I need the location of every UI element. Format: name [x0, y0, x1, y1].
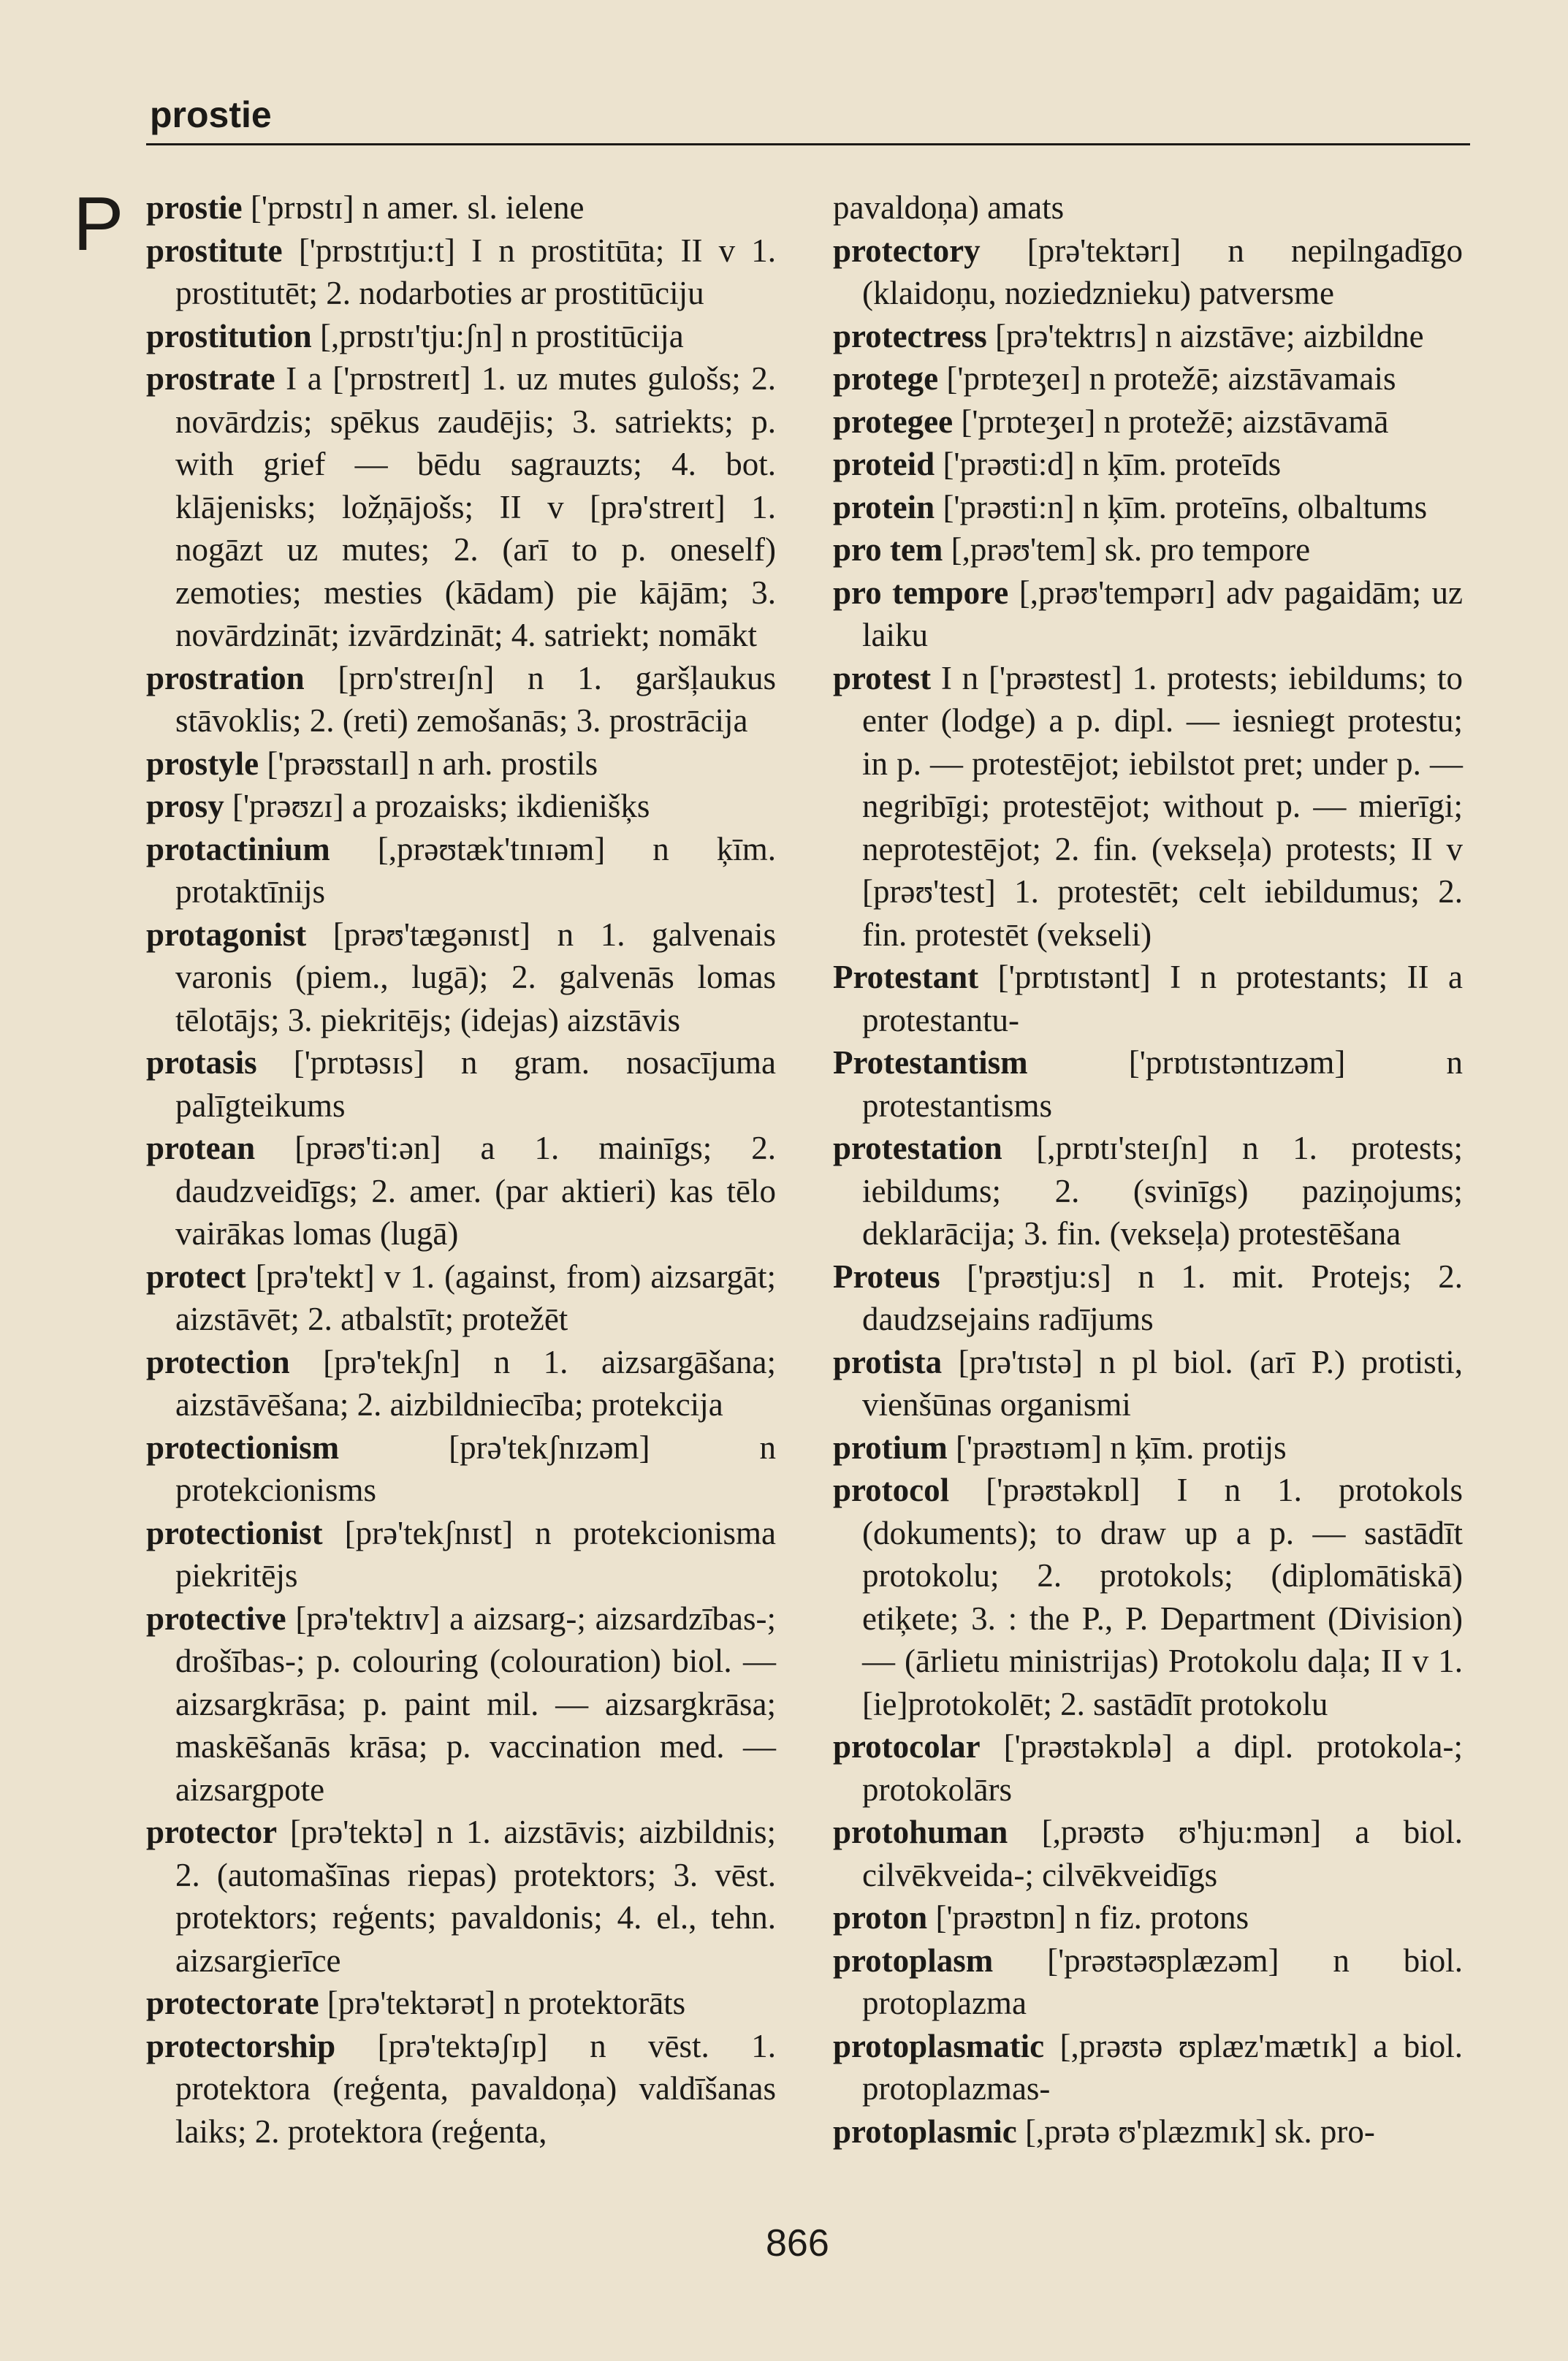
left-column	[146, 186, 776, 2153]
entry-headword: prostie	[146, 189, 243, 226]
entry-definition: [prə'tektə] n 1. aizstāvis; aizbildnis; 2. (automašīnas riepas) protektors; 3. vēst. protektors; reģents; pavaldonis; 4. el., tehn. aizsargierīce	[175, 1814, 776, 1979]
dictionary-entry	[833, 1469, 1463, 1725]
entry-headword: protasis	[146, 1044, 257, 1081]
right-column	[833, 186, 1463, 2153]
dictionary-entry	[146, 828, 776, 913]
entry-definition: ['prɒtɪstənt] I n protestants; II a protestantu-	[862, 959, 1463, 1038]
dictionary-entry	[833, 1896, 1463, 1939]
dictionary-entry	[833, 1426, 1463, 1470]
dictionary-entry	[146, 1512, 776, 1597]
entry-definition: [prə'tɪstə] n pl biol. (arī P.) protisti, vienšūnas organismi	[862, 1343, 1463, 1423]
dictionary-entry	[146, 1341, 776, 1426]
entry-headword: protective	[146, 1600, 286, 1637]
dictionary-entry	[146, 1597, 776, 1811]
entry-definition: [,prəʊ'tempərɪ] adv pagaidām; uz laiku	[862, 574, 1464, 653]
dictionary-entry	[833, 657, 1463, 957]
entry-headword: protein	[833, 488, 935, 525]
entry-headword: Proteus	[833, 1258, 940, 1295]
dictionary-entry	[146, 315, 776, 358]
dictionary-entry	[833, 357, 1463, 400]
dictionary-entry	[833, 1041, 1463, 1127]
entry-headword: pro tempore	[833, 574, 1009, 611]
entry-headword: protector	[146, 1814, 278, 1850]
entry-headword: protohuman	[833, 1814, 1008, 1850]
entry-definition: ['prəʊti:n] n ķīm. proteīns, olbaltums	[935, 488, 1428, 525]
entry-headword: prosy	[146, 788, 224, 824]
entry-headword: protoplasmic	[833, 2113, 1017, 2150]
entry-definition: [,prəʊtə ʊplæz'mætɪk] a biol. protoplazmas-	[862, 2027, 1463, 2107]
entry-definition: ['prɒteʒeɪ] n protežē; aizstāvamais	[938, 360, 1396, 397]
page-number: 866	[766, 2222, 829, 2265]
dictionary-entry	[146, 742, 776, 786]
entry-definition: [prɒ'streɪʃn] n 1. garšļaukus stāvoklis; 2. (reti) zemošanās; 3. prostrācija	[175, 659, 776, 739]
entry-definition: ['prəʊstaɪl] n arh. prostils	[259, 745, 598, 782]
entry-headword: protean	[146, 1130, 256, 1166]
dictionary-entry	[833, 571, 1463, 657]
entry-headword: proton	[833, 1899, 928, 1936]
dictionary-entry	[833, 1341, 1463, 1426]
entry-definition: ['prɒtɪstəntɪzəm] n protestantisms	[862, 1044, 1463, 1124]
dictionary-entry	[833, 1127, 1463, 1255]
dictionary-entry	[833, 1939, 1463, 2025]
entry-headword: protagonist	[146, 916, 307, 953]
dictionary-entry	[833, 400, 1463, 444]
dictionary-entry	[833, 2110, 1463, 2153]
entry-headword: protactinium	[146, 830, 330, 867]
dictionary-entry	[146, 1255, 776, 1341]
entry-definition: [prə'tektɪv] a aizsarg-; aizsardzības-; drošības-; p. colouring (colouration) biol. — aizsargkrāsa; p. paint mil. — aizsargkrāsa; maskēšanās krāsa; p. vaccination med. — aizsargpote	[175, 1600, 776, 1808]
entry-definition: ['prəʊtəʊplæzəm] n biol. protoplazma	[862, 1942, 1463, 2021]
dictionary-entry	[146, 1127, 776, 1255]
dictionary-entry	[146, 785, 776, 828]
entry-definition: [,prəʊtə ʊ'hju:mən] a biol. cilvēkveida-; cilvēkveidīgs	[862, 1814, 1463, 1893]
entry-headword: protista	[833, 1343, 943, 1380]
dictionary-entry	[833, 443, 1463, 486]
dictionary-entry	[833, 1725, 1463, 1811]
dictionary-entry	[833, 956, 1463, 1041]
entry-definition: ['prɒstɪtju:t] I n prostitūta; II v 1. prostitutēt; 2. nodarboties ar prostitūciju	[175, 232, 776, 311]
dictionary-entry	[833, 186, 1463, 229]
dictionary-entry	[833, 528, 1463, 571]
entry-definition: [prə'tektəʃɪp] n vēst. 1. protektora (reģenta, pavaldoņa) valdīšanas laiks; 2. protektora (reģenta,	[175, 2027, 776, 2150]
entry-headword: protectress	[833, 317, 987, 354]
entry-headword: prostyle	[146, 745, 259, 782]
entry-headword: protium	[833, 1429, 948, 1466]
dictionary-entry	[146, 913, 776, 1042]
dictionary-entry	[833, 486, 1463, 529]
dictionary-entry	[833, 1811, 1463, 1896]
dictionary-entry	[146, 357, 776, 657]
entry-definition: [prə'tekʃnɪzəm] n protekcionisms	[175, 1429, 776, 1508]
entry-headword: protectionist	[146, 1514, 323, 1551]
entry-headword: protectorate	[146, 1985, 319, 2021]
entry-headword: proteid	[833, 446, 935, 482]
entry-headword: Protestant	[833, 959, 979, 995]
entry-headword: prostration	[146, 659, 305, 696]
entry-headword: protectory	[833, 232, 981, 269]
entry-definition: ['prɒteʒeɪ] n protežē; aizstāvamā	[953, 403, 1389, 440]
entry-definition: [prəʊ'ti:ən] a 1. mainīgs; 2. daudzveidīgs; 2. amer. (par aktieri) kas tēlo vairākas lomas (lugā)	[175, 1130, 776, 1252]
entry-definition: [prə'tekʃn] n 1. aizsargāšana; aizstāvēšana; 2. aizbildniecība; protekcija	[175, 1343, 776, 1423]
entry-headword: protocolar	[833, 1728, 981, 1765]
entry-definition: ['prəʊtəkɒl] I n 1. protokols (dokuments); to draw up a p. — sastādīt protokolu; 2. protokols; (diplomātiskā) etiķete; 3. : the P., P. Department (Division) — (ārlietu ministrijas) Protokolu daļa; II v 1. [ie]protokolēt; 2. sastādīt protokolu	[862, 1472, 1463, 1722]
entry-definition: [,prətə ʊ'plæzmɪk] sk. pro-	[1016, 2113, 1375, 2150]
dictionary-entry	[146, 186, 776, 229]
entry-definition: [,prəʊtæk'tɪnɪəm] n ķīm. protaktīnijs	[175, 830, 776, 910]
entry-headword: protect	[146, 1258, 246, 1295]
dictionary-entry	[146, 1811, 776, 1982]
entry-headword: prostitution	[146, 317, 312, 354]
entry-definition: ['prəʊtju:s] n 1. mit. Protejs; 2. daudzsejains radījums	[862, 1258, 1463, 1337]
entry-headword: protegee	[833, 403, 954, 440]
entry-definition: [,prɒtɪ'steɪʃn] n 1. protests; iebildums; 2. (svinīgs) paziņojums; deklarācija; 3. fin. (vekseļa) protestēšana	[862, 1130, 1463, 1252]
entry-definition: ['prɒtəsɪs] n gram. nosacījuma palīgteikums	[175, 1044, 776, 1124]
entry-headword: Protestantism	[833, 1044, 1028, 1081]
entry-definition: ['prəʊzɪ] a prozaisks; ikdienišķs	[224, 788, 650, 824]
entry-headword: protectorship	[146, 2027, 336, 2064]
entry-headword: protege	[833, 360, 939, 397]
entry-definition: [prə'tektərɪ] n nepilngadīgo (klaidoņu, noziedznieku) patversme	[862, 232, 1463, 311]
letter-tab: P	[73, 182, 124, 267]
entry-definition: [prəʊ'tægənɪst] n 1. galvenais varonis (piem., lugā); 2. galvenās lomas tēlotājs; 3. piekritējs; (idejas) aizstāvis	[175, 916, 776, 1038]
dictionary-entry	[833, 1255, 1463, 1341]
entry-headword: protestation	[833, 1130, 1002, 1166]
dictionary-entry	[833, 229, 1463, 315]
header-rule	[146, 143, 1470, 145]
entry-definition: [,prəʊ'tem] sk. pro tempore	[943, 531, 1311, 568]
entry-definition: ['prəʊti:d] n ķīm. proteīds	[935, 446, 1282, 482]
entry-definition: pavaldoņa) amats	[833, 189, 1065, 226]
dictionary-entry	[833, 2025, 1463, 2110]
entry-definition: ['prəʊtɪəm] n ķīm. protijs	[947, 1429, 1287, 1466]
entry-definition: ['prəʊtɒn] n fiz. protons	[927, 1899, 1249, 1936]
dictionary-entry	[146, 1982, 776, 2025]
dictionary-entry	[146, 1426, 776, 1512]
entry-headword: protectionism	[146, 1429, 340, 1466]
entry-definition: [prə'tektərət] n protektorāts	[319, 1985, 686, 2021]
entry-definition: I n ['prəʊtest] 1. protests; iebildums; to enter (lodge) a p. dipl. — iesniegt protestu; in p. — protestējot; iebilstot pret; under p. — negribīgi; protestējot; without p. — mierīgi; neprotestējot; 2. fin. (vekseļa) protests; II v [prəʊ'test] 1. protestēt; celt iebildumus; 2. fin. protestēt (vekseli)	[862, 659, 1463, 953]
dictionary-entry	[146, 657, 776, 742]
dictionary-entry	[146, 1041, 776, 1127]
entry-definition: I a ['prɒstreɪt] 1. uz mutes gulošs; 2. novārdzis; spēkus zaudējis; 3. satriekts; p. with grief — bēdu sagrauzts; 4. bot. klājenisks; ložņājošs; II v [prə'streɪt] 1. nogāzt uz mutes; 2. (arī to p. oneself) zemoties; mesties (kādam) pie kājām; 3. novārdzināt; izvārdzināt; 4. satriekt; nomākt	[175, 360, 776, 653]
entry-headword: prostitute	[146, 232, 283, 269]
dictionary-entry	[146, 229, 776, 315]
entry-definition: [prə'tektrɪs] n aizstāve; aizbildne	[986, 317, 1424, 354]
entry-definition: ['prɒstɪ] n amer. sl. ielene	[242, 189, 585, 226]
entry-headword: protocol	[833, 1472, 950, 1508]
entry-headword: protest	[833, 659, 932, 696]
entry-definition: [prə'tekt] v 1. (against, from) aizsargāt; aizstāvēt; 2. atbalstīt; protežēt	[175, 1258, 776, 1337]
entry-definition: [,prɒstɪ'tju:ʃn] n prostitūcija	[311, 317, 684, 354]
dictionary-entry	[146, 2025, 776, 2153]
entry-headword: pro tem	[833, 531, 943, 568]
dictionary-entry	[833, 315, 1463, 358]
entry-definition: [prə'tekʃnɪst] n protekcionisma piekritējs	[175, 1514, 776, 1594]
entry-headword: protection	[146, 1343, 290, 1380]
entry-headword: protoplasmatic	[833, 2027, 1045, 2064]
entry-headword: prostrate	[146, 360, 275, 397]
running-head: prostie	[150, 94, 272, 135]
entry-definition: ['prəʊtəkɒlə] a dipl. protokola-; protokolārs	[862, 1728, 1463, 1808]
entry-headword: protoplasm	[833, 1942, 994, 1979]
